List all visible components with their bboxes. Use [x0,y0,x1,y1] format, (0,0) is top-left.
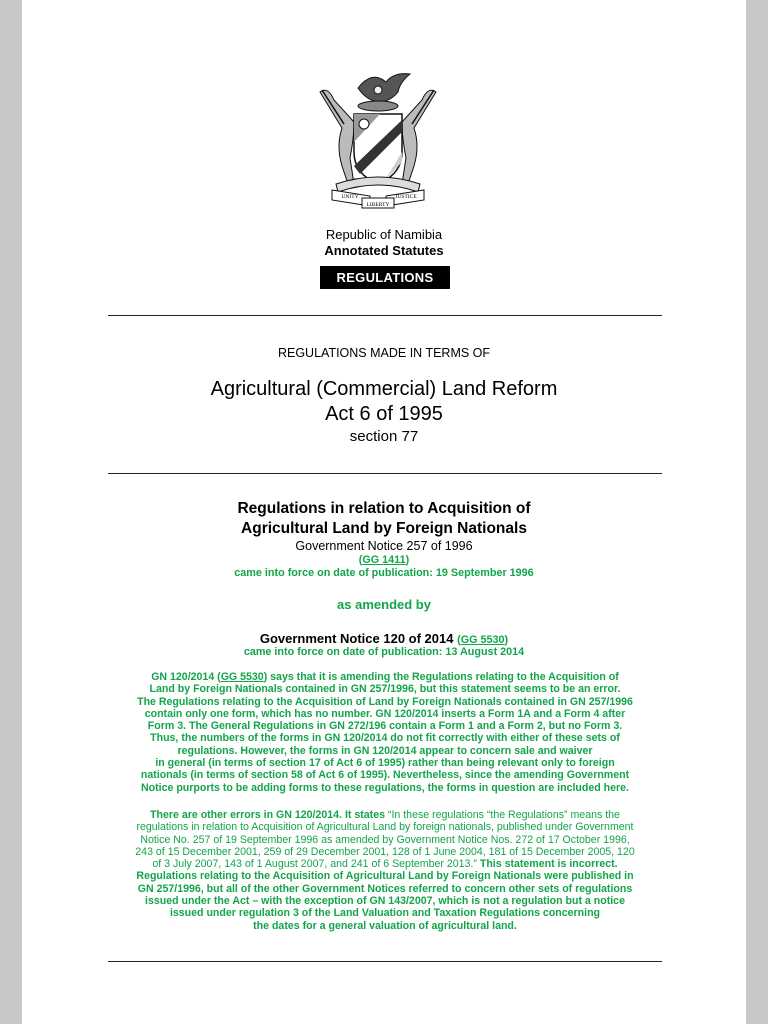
note2-line: regulations in relation to Acquisition of Agricultural Land by foreign nationals, published under Government [136,821,634,834]
note1-text-a: GN 120/2014 ( [151,671,221,683]
note1-line: Thus, the numbers of the forms in GN 120/2014 do not fit correctly with either of these sets of [150,732,620,745]
note1-line: contain only one form, which has no number. GN 120/2014 inserts a Form 1A and a Form 4 after [144,707,626,720]
note1-line [108,671,662,683]
amendment-gazette [457,634,508,646]
republic-heading: Republic of Namibia [325,227,443,242]
note1-line: Notice purports to be adding forms to these regulations, the forms in question are included here. [141,781,629,794]
regulation-title-line2: Agricultural Land by Foreign Nationals [241,520,527,537]
coat-of-arms-icon [314,66,442,210]
act-title-line2: Act 6 of 1995 [325,403,443,425]
note1-gazette-link[interactable]: GG 5530 [220,671,264,683]
note2-line: GN 257/1996, but all of the other Government Notices referred to concern other sets of regulations [137,882,633,895]
amendment-in-force: came into force on date of publication: 13 August 2014 [243,646,525,658]
regulations-label: REGULATIONS [320,266,450,289]
regulation-title-line1: Regulations in relation to Acquisition of [237,500,531,517]
divider [108,961,662,962]
note2-line [108,858,662,870]
government-notice: Government Notice 257 of 1996 [295,539,473,553]
note1-line: Land by Foreign Nationals contained in GN 257/1996, but this statement seems to be an error. [149,683,621,696]
made-in-terms-heading: REGULATIONS MADE IN TERMS OF [277,346,491,360]
motto-liberty: LIBERTY [366,202,390,208]
note2-line: Notice No. 257 of 19 September 1996 as amended by Government Notice Nos. 272 of 17 October 1996, [140,833,630,846]
note1-text-b: ) says that it is amending the Regulations relating to the Acquisition of [263,671,619,683]
motto-justice: JUSTICE [395,194,417,200]
note2-bold-tail: This statement is incorrect. [476,858,618,871]
note1-line: in general (in terms of section 17 of Act 6 of 1995) rather than being relevant only to foreign [155,757,615,770]
gazette-close-paren: ) [405,554,410,566]
note2-bold-lead: There are other errors in GN 120/2014. It states [150,809,385,821]
amended-by-label: as amended by [337,597,431,612]
editorial-note-2 [108,809,662,932]
amendment-gazette-close: ) [504,634,509,646]
note2-line: issued under the Act – with the exception of GN 143/2007, which is not a regulation but a notice [145,895,625,908]
note1-line: Form 3. The General Regulations in GN 272/196 contain a Form 1 and a Form 2, but no Form 3. [147,720,623,733]
divider [108,473,662,474]
note2-line [108,809,662,821]
section-label: section 77 [349,428,419,445]
note2-quote-start: “In these regulations “the Regulations” means the [384,809,620,821]
note2-quote-end: of 3 July 2007, 143 of 1 August 2007, and 241 of 6 September 2013.” [152,858,477,871]
gazette-open-paren: ( [358,554,363,566]
amendment-notice-title: Government Notice 120 of 2014 [259,631,454,646]
editorial-note-1 [108,671,662,794]
motto-unity: UNITY [341,194,359,200]
gazette-reference [22,554,746,566]
note1-line: nationals (in terms of section 58 of Act 6 of 1995). Nevertheless, since the amending Government [140,769,630,782]
gazette-link-1411[interactable]: GG 1411 [362,554,406,566]
document-page [22,0,746,1024]
note1-line: regulations. However, the forms in GN 120/2014 appear to concern sale and waiver [177,744,593,757]
annotated-statutes-heading: Annotated Statutes [324,243,444,258]
coat-of-arms-emblem [314,66,442,210]
amendment-notice [22,631,746,646]
amendment-gazette-open: ( [457,634,461,646]
gazette-link-5530[interactable]: GG 5530 [460,634,505,646]
note1-line: The Regulations relating to the Acquisition of Land by Foreign Nationals contained in GN 257/1996 [137,695,633,708]
note2-line: issued under regulation 3 of the Land Valuation and Taxation Regulations concerning [169,907,601,920]
note2-line: the dates for a general valuation of agricultural land. [253,919,517,932]
act-title-line1: Agricultural (Commercial) Land Reform [210,378,558,400]
in-force-date: came into force on date of publication: 19 September 1996 [234,567,534,579]
note2-line: 243 of 15 December 2001, 259 of 29 December 2001, 128 of 1 June 2004, 181 of 15 December 2005, 120 [135,845,635,858]
note2-line: Regulations relating to the Acquisition of Agricultural Land by Foreign Nationals were published in [136,870,634,883]
divider [108,315,662,316]
